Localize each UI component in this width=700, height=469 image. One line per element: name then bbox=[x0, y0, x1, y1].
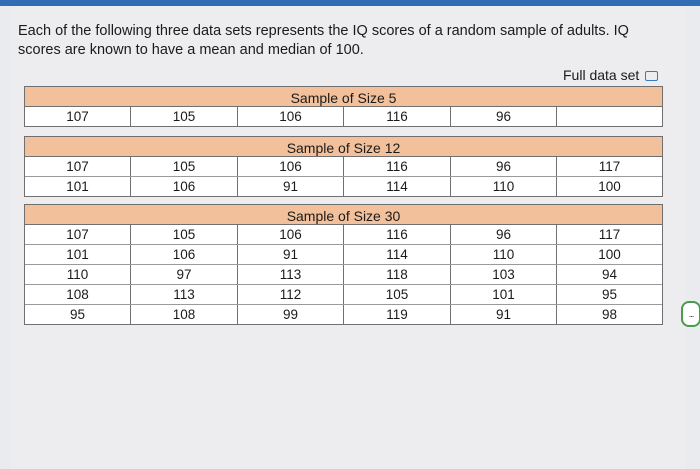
table-cell: 107 bbox=[25, 157, 131, 176]
table-row bbox=[25, 176, 662, 196]
ellipsis-icon: ... bbox=[688, 309, 694, 319]
table-cell: 106 bbox=[238, 107, 344, 126]
table-cell: 95 bbox=[25, 305, 131, 324]
popout-window-icon bbox=[645, 71, 658, 81]
table-row bbox=[25, 157, 662, 176]
table-cell: 108 bbox=[25, 285, 131, 304]
table-cell: 97 bbox=[131, 265, 238, 284]
table-title: Sample of Size 12 bbox=[286, 140, 401, 156]
full-data-set-link[interactable] bbox=[563, 67, 658, 83]
sample-table-3 bbox=[24, 204, 663, 325]
table-cell: 95 bbox=[601, 287, 618, 302]
table-cell: 106 bbox=[238, 225, 344, 244]
table-row bbox=[25, 304, 662, 324]
table-header bbox=[25, 205, 662, 225]
sample-table-1 bbox=[24, 86, 663, 127]
table-cell: 117 bbox=[598, 159, 621, 174]
table-cell: 106 bbox=[131, 245, 238, 264]
table-cell: 110 bbox=[451, 245, 557, 264]
table-header bbox=[25, 87, 662, 107]
table-cell: 105 bbox=[131, 107, 238, 126]
table-cell: 105 bbox=[344, 285, 451, 304]
table-cell: 118 bbox=[344, 265, 451, 284]
table-row bbox=[25, 107, 662, 126]
table-cell: 116 bbox=[344, 107, 451, 126]
table-cell: 110 bbox=[25, 265, 131, 284]
table-cell: 91 bbox=[238, 177, 344, 196]
question-text: Each of the following three data sets represents the IQ scores of a random sample of adults. IQ scores are known to have a mean and median of 100. bbox=[18, 23, 629, 58]
table-cell: 108 bbox=[131, 305, 238, 324]
table-cell: 96 bbox=[451, 157, 557, 176]
table-cell: 112 bbox=[238, 285, 344, 304]
table-cell: 96 bbox=[451, 225, 557, 244]
table-cell: 107 bbox=[25, 107, 131, 126]
table-cell: 91 bbox=[238, 245, 344, 264]
table-cell: 101 bbox=[25, 245, 131, 264]
table-row bbox=[25, 264, 662, 284]
table-cell: 96 bbox=[451, 107, 557, 126]
table-cell: 107 bbox=[25, 225, 131, 244]
table-header bbox=[25, 137, 662, 157]
table-row bbox=[25, 225, 662, 244]
table-cell bbox=[557, 107, 662, 126]
table-cell: 100 bbox=[598, 247, 621, 262]
table-cell: 116 bbox=[344, 157, 451, 176]
table-cell: 119 bbox=[344, 305, 451, 324]
table-cell: 94 bbox=[601, 267, 618, 282]
full-data-set-label: Full data set bbox=[563, 67, 640, 83]
table-title: Sample of Size 30 bbox=[286, 208, 401, 224]
table-cell: 103 bbox=[451, 265, 557, 284]
table-cell: 113 bbox=[131, 285, 238, 304]
table-cell: 91 bbox=[451, 305, 557, 324]
table-cell: 106 bbox=[131, 177, 238, 196]
table-cell: 114 bbox=[344, 245, 451, 264]
table-title: Sample of Size 5 bbox=[290, 90, 397, 106]
table-cell: 106 bbox=[238, 157, 344, 176]
table-cell: 117 bbox=[598, 227, 621, 242]
table-cell: 99 bbox=[238, 305, 344, 324]
table-cell: 105 bbox=[131, 225, 238, 244]
table-cell: 101 bbox=[25, 177, 131, 196]
table-cell: 101 bbox=[451, 285, 557, 304]
sample-table-2 bbox=[24, 136, 663, 197]
table-row bbox=[25, 284, 662, 304]
table-cell: 110 bbox=[451, 177, 557, 196]
table-cell: 98 bbox=[601, 307, 618, 322]
table-cell: 100 bbox=[598, 179, 621, 194]
table-cell: 113 bbox=[238, 265, 344, 284]
table-cell: 116 bbox=[344, 225, 451, 244]
table-row bbox=[25, 244, 662, 264]
table-cell: 114 bbox=[344, 177, 451, 196]
expand-handle[interactable] bbox=[681, 301, 700, 327]
table-cell: 105 bbox=[131, 157, 238, 176]
